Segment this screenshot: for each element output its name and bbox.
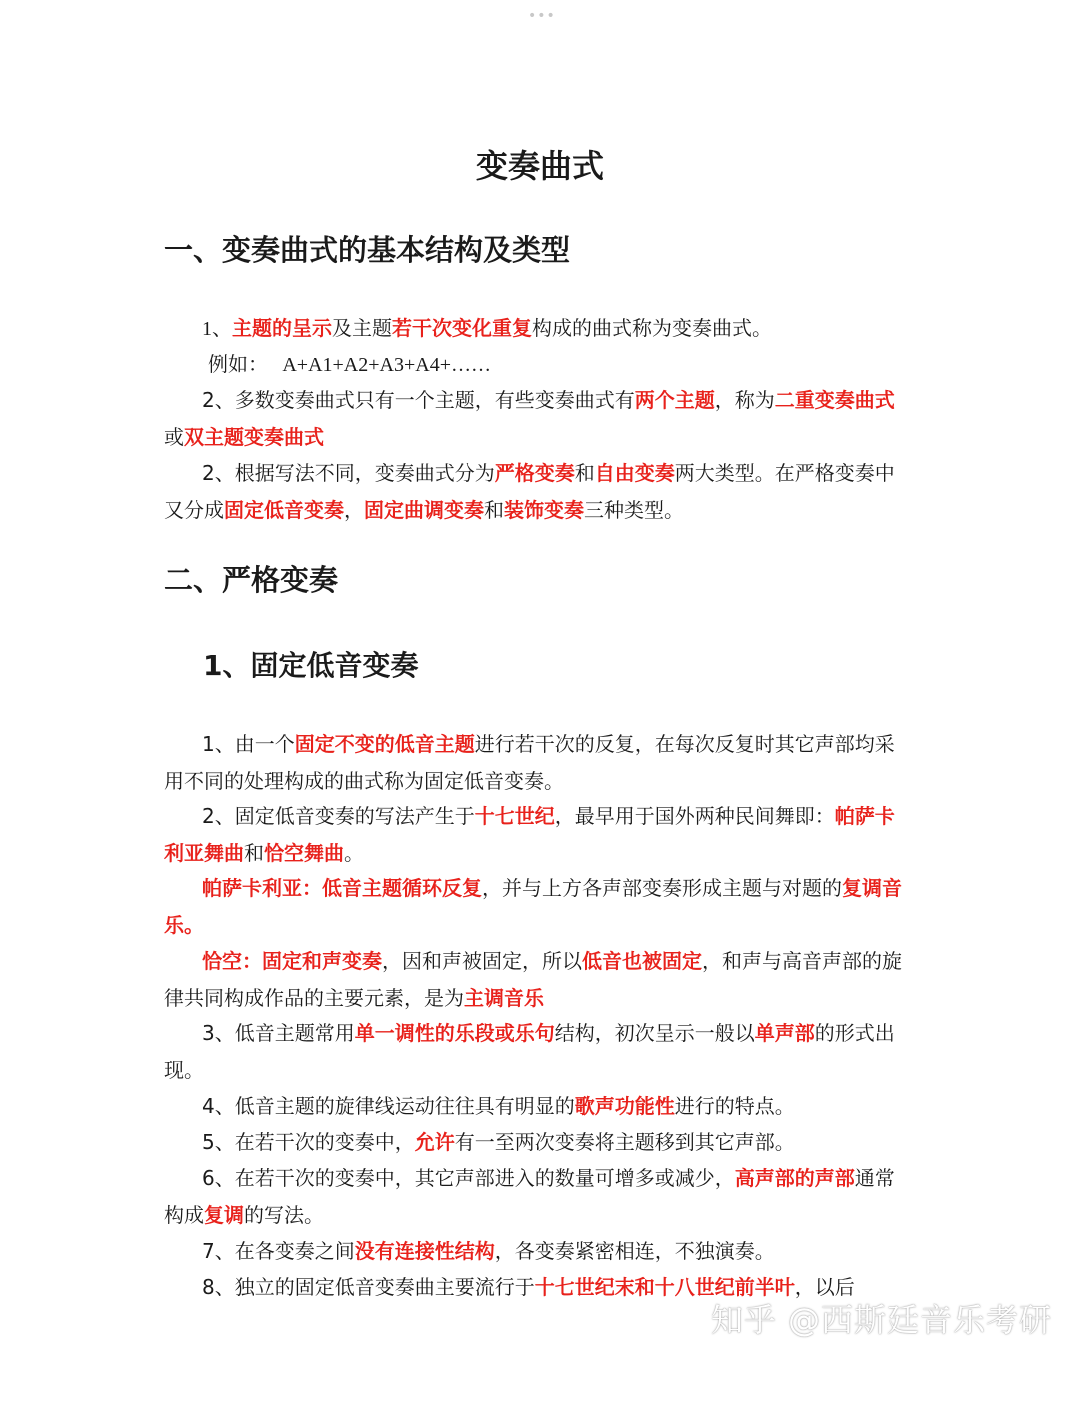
section2-heading: 二、严格变奏 bbox=[164, 563, 339, 597]
section1-heading: 一、变奏曲式的基本结构及类型 bbox=[164, 233, 571, 267]
subsection-heading: 1、固定低音变奏 bbox=[203, 649, 419, 682]
section1-para-1: 1、主题的呈示及主题若干次变化重复构成的曲式称为变奏曲式。 bbox=[202, 316, 772, 340]
sub1-para-3: 帕萨卡利亚：低音主题循环反复，并与上方各声部变奏形成主题与对题的复调音乐。 bbox=[164, 876, 902, 937]
section1-para-2: 2、多数变奏曲式只有一个主题，有些变奏曲式有两个主题，称为二重变奏曲式或双主题变奏曲式 bbox=[164, 388, 895, 449]
sub1-para-10: 8、独立的固定低音变奏曲主要流行于十七世纪末和十八世纪前半叶，以后 bbox=[202, 1275, 855, 1299]
sub1-para-4: 恰空：固定和声变奏，因和声被固定，所以低音也被固定，和声与高音声部的旋律共同构成作品的主要元素，是为主调音乐 bbox=[164, 949, 902, 1010]
section1-example: 例如： A+A1+A2+A3+A4+…… bbox=[208, 352, 491, 376]
sub1-para-1: 1、由一个固定不变的低音主题进行若干次的反复，在每次反复时其它声部均采用不同的处理构成的曲式称为固定低音变奏。 bbox=[164, 732, 895, 793]
sub1-para-7: 5、在若干次的变奏中，允许有一至两次变奏将主题移到其它声部。 bbox=[202, 1130, 795, 1154]
sub1-para-6: 4、低音主题的旋律线运动往往具有明显的歌声功能性进行的特点。 bbox=[202, 1094, 795, 1118]
more-dots-icon: ••• bbox=[528, 8, 556, 24]
sub1-para-5: 3、低音主题常用单一调性的乐段或乐句结构，初次呈示一般以单声部的形式出现。 bbox=[164, 1021, 895, 1082]
section1-para-3: 2、根据写法不同，变奏曲式分为严格变奏和自由变奏两大类型。在严格变奏中又分成固定低音变奏，固定曲调变奏和装饰变奏三种类型。 bbox=[164, 461, 895, 522]
sub1-para-2: 2、固定低音变奏的写法产生于十七世纪，最早用于国外两种民间舞即：帕萨卡利亚舞曲和恰空舞曲。 bbox=[164, 804, 895, 865]
sub1-para-9: 7、在各变奏之间没有连接性结构，各变奏紧密相连，不独演奏。 bbox=[202, 1239, 775, 1263]
watermark: 知乎 @西斯廷音乐考研 bbox=[710, 1301, 1052, 1339]
sub1-para-8: 6、在若干次的变奏中，其它声部进入的数量可增多或减少，高声部的声部通常构成复调的写法。 bbox=[164, 1166, 895, 1227]
page-title: 变奏曲式 bbox=[475, 147, 604, 185]
